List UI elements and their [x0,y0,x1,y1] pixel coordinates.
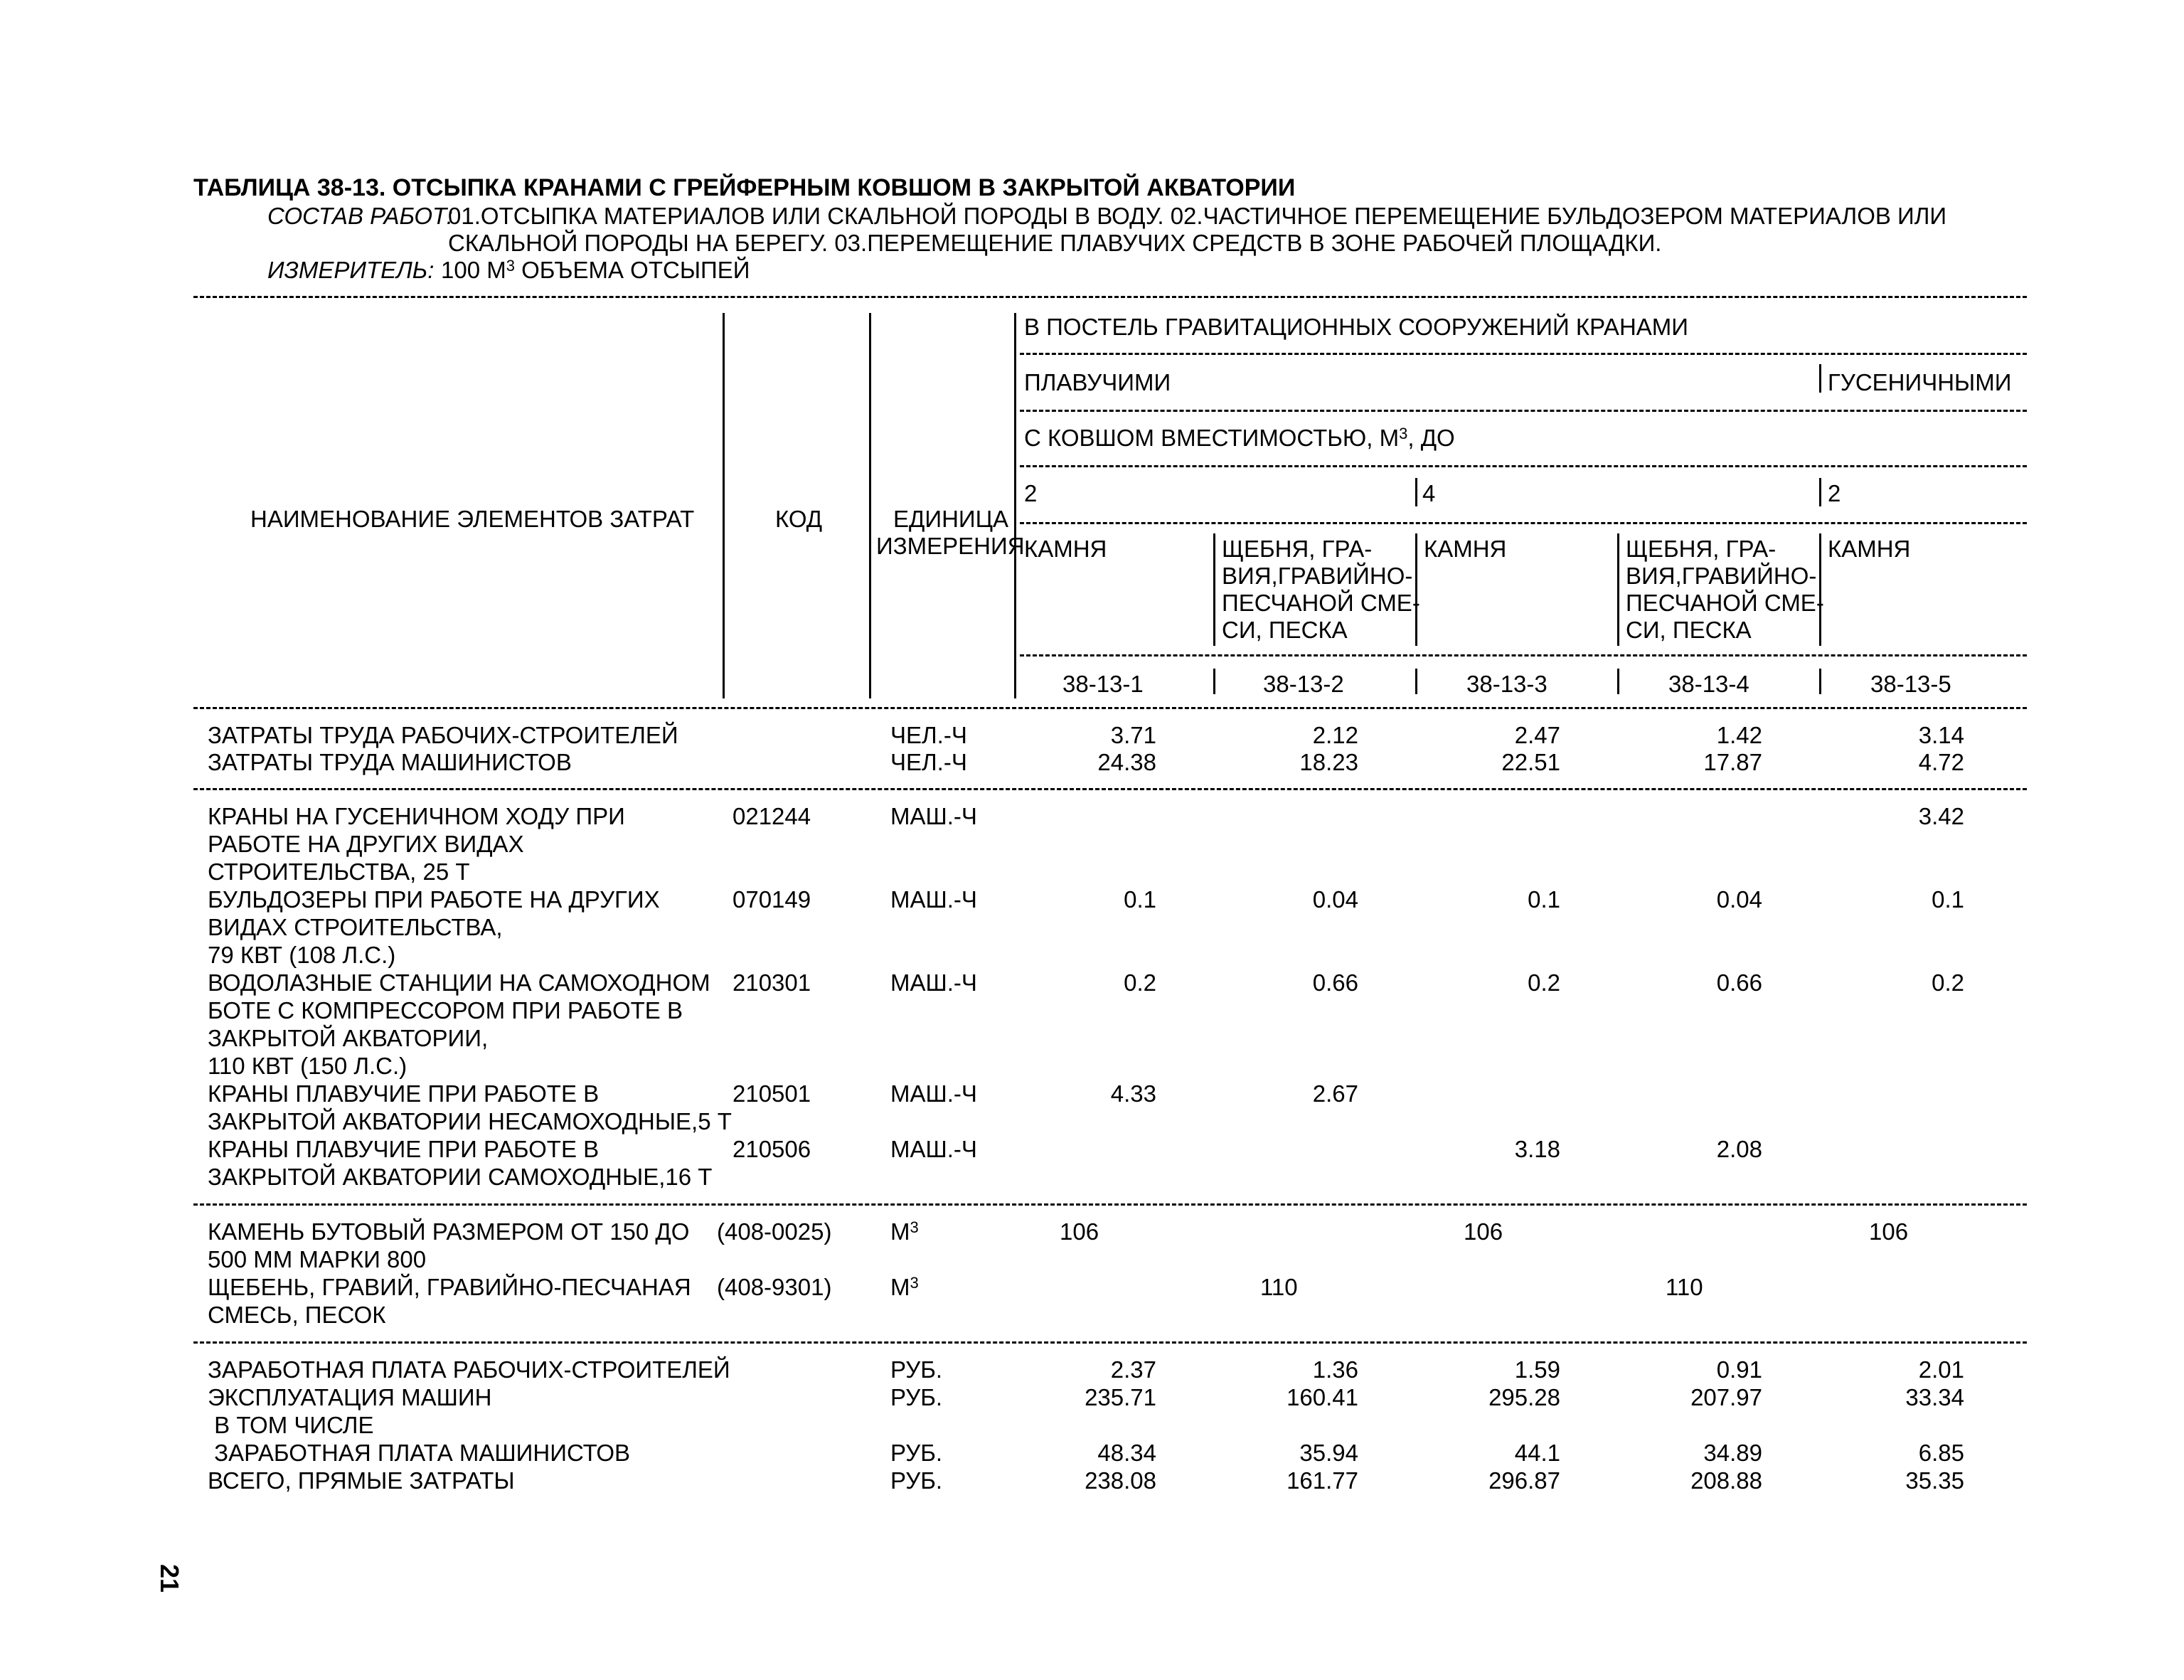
cost-name: ВСЕГО, ПРЯМЫЕ ЗАТРАТЫ [208,1467,515,1494]
value-cell: 2.67 [1312,1080,1358,1107]
value-cell: 4.33 [1110,1080,1156,1107]
header-stone-2: КАМНЯ [1424,536,1507,562]
labor-unit: ЧЕЛ.-Ч [890,749,967,775]
machine-name-line: 110 КВТ (150 Л.С.) [208,1053,407,1079]
header-gravel-b4: СИ, ПЕСКА [1626,617,1752,643]
code-38-13-5: 38-13-5 [1870,671,1951,697]
material-name-line: 500 ММ МАРКИ 800 [208,1246,427,1272]
value-cell: 1.36 [1312,1356,1358,1383]
header-cap-2b: 2 [1828,480,1841,506]
value-cell: 0.04 [1716,886,1762,913]
rule-h4 [1020,522,2027,524]
measure-label: ИЗМЕРИТЕЛЬ: [267,257,435,283]
cost-unit: РУБ. [890,1440,943,1466]
header-gravel-a4: СИ, ПЕСКА [1222,617,1348,643]
value-cell: 295.28 [1488,1384,1560,1410]
machine-unit: МАШ.-Ч [890,1080,977,1107]
vbar-code-3 [1415,669,1417,694]
value-cell: 296.87 [1488,1467,1560,1494]
value-cell: 4.72 [1918,749,1964,775]
table-title: ТАБЛИЦА 38-13. ОТСЫПКА КРАНАМИ С ГРЕЙФЕРНЫМ КОВШОМ В ЗАКРЫТОЙ АКВАТОРИИ [193,174,1296,201]
machine-name-line: БУЛЬДОЗЕРЫ ПРИ РАБОТЕ НА ДРУГИХ [208,886,660,913]
vbar-crawler [1819,364,1821,393]
value-cell: 0.2 [1932,969,1964,996]
machine-unit: МАШ.-Ч [890,969,977,996]
value-cell: 2.01 [1918,1356,1964,1383]
value-cell: 0.1 [1124,886,1156,913]
value-cell: 35.35 [1905,1467,1964,1494]
machine-code: 070149 [733,886,811,913]
value-cell: 0.66 [1312,969,1358,996]
material-unit: $М^3$ [890,1218,919,1245]
rule-top [193,296,2027,298]
measure-value: 100 $М^3$ ОБЪЕМА ОТСЫПЕЙ [441,257,750,283]
machine-name-line: ЗАКРЫТОЙ АКВАТОРИИ САМОХОДНЫЕ,16 Т [208,1164,713,1190]
vbar-code-4 [1617,669,1619,694]
header-cap-4: 4 [1422,480,1436,506]
composition-label: СОСТАВ РАБОТ: [267,203,453,229]
header-name: НАИМЕНОВАНИЕ ЭЛЕМЕНТОВ ЗАТРАТ [250,506,695,532]
labor-name: ЗАТРАТЫ ТРУДА РАБОЧИХ-СТРОИТЕЛЕЙ [208,722,678,748]
rule-h3 [1020,465,2027,467]
value-cell: 110 [1666,1274,1703,1300]
machine-code: 210506 [733,1136,811,1162]
value-cell: 2.12 [1312,722,1358,748]
header-unit-2: ИЗМЕРЕНИЯ [876,533,1025,559]
value-cell: 2.47 [1514,722,1560,748]
value-cell: 1.42 [1716,722,1762,748]
header-bucket: С КОВШОМ ВМЕСТИМОСТЬЮ, $М^3$, ДО [1024,425,1455,451]
material-unit: $М^3$ [890,1274,919,1300]
value-cell: 106 [1060,1218,1099,1245]
composition-line-2: СКАЛЬНОЙ ПОРОДЫ НА БЕРЕГУ. 03.ПЕРЕМЕЩЕНИЕ ПЛАВУЧИХ СРЕДСТВ В ЗОНЕ РАБОЧЕЙ ПЛОЩАДКИ. [448,230,1662,256]
material-name-line: СМЕСЬ, ПЕСОК [208,1302,386,1328]
value-cell: 0.1 [1932,886,1964,913]
cost-unit: РУБ. [890,1384,943,1410]
machine-unit: МАШ.-Ч [890,1136,977,1162]
value-cell: 6.85 [1918,1440,1964,1466]
labor-name: ЗАТРАТЫ ТРУДА МАШИНИСТОВ [208,749,572,775]
value-cell: 2.08 [1716,1136,1762,1162]
vbar-code-5 [1819,669,1821,694]
vbar-code-2 [1213,669,1215,694]
value-cell: 0.91 [1716,1356,1762,1383]
header-gravel-b2: ВИЯ,ГРАВИЙНО- [1626,563,1817,589]
value-cell: 2.37 [1110,1356,1156,1383]
vbar-c2 [1213,533,1215,646]
vbar-cap4 [1415,478,1417,506]
value-cell: 0.66 [1716,969,1762,996]
value-cell: 0.04 [1312,886,1358,913]
material-code: (408-0025) [717,1218,832,1245]
vbar-code [869,313,871,698]
value-cell: 160.41 [1287,1384,1358,1410]
value-cell: 106 [1464,1218,1503,1245]
cost-name: ЭКСПЛУАТАЦИЯ МАШИН [208,1384,492,1410]
header-stone-3: КАМНЯ [1828,536,1911,562]
value-cell: 110 [1260,1274,1298,1300]
page-number: 21 [155,1563,185,1593]
machine-name-line: СТРОИТЕЛЬСТВА, 25 Т [208,858,470,885]
machine-name-line: БОТЕ С КОМПРЕССОРОМ ПРИ РАБОТЕ В [208,997,683,1024]
header-gravel-a2: ВИЯ,ГРАВИЙНО- [1222,563,1413,589]
code-38-13-4: 38-13-4 [1668,671,1749,697]
machine-name-line: ВОДОЛАЗНЫЕ СТАНЦИИ НА САМОХОДНОМ [208,969,710,996]
cost-name: В ТОМ ЧИСЛЕ [208,1412,374,1438]
value-cell: 0.2 [1528,969,1560,996]
material-code: (408-9301) [717,1274,832,1300]
code-38-13-3: 38-13-3 [1466,671,1548,697]
machine-unit: МАШ.-Ч [890,803,977,829]
rule-after-labor [193,788,2027,790]
rule-header-bottom [193,707,2027,709]
header-code: КОД [775,506,823,532]
machine-name-line: РАБОТЕ НА ДРУГИХ ВИДАХ [208,831,524,857]
value-cell: 106 [1869,1218,1909,1245]
value-cell: 35.94 [1299,1440,1358,1466]
header-gravel-a3: ПЕСЧАНОЙ СМЕ- [1222,590,1420,616]
value-cell: 1.59 [1514,1356,1560,1383]
value-cell: 17.87 [1703,749,1762,775]
rule-h1 [1020,353,2027,355]
cost-name: ЗАРАБОТНАЯ ПЛАТА МАШИНИСТОВ [208,1440,631,1466]
header-gravel-a1: ЩЕБНЯ, ГРА- [1222,536,1373,562]
header-group: В ПОСТЕЛЬ ГРАВИТАЦИОННЫХ СООРУЖЕНИЙ КРАНАМИ [1024,314,1688,340]
vbar-name [723,313,725,698]
rule-after-materials [193,1341,2027,1344]
value-cell: 208.88 [1690,1467,1762,1494]
rule-h5 [1020,654,2027,656]
value-cell: 34.89 [1703,1440,1762,1466]
value-cell: 24.38 [1097,749,1156,775]
value-cell: 0.1 [1528,886,1560,913]
code-38-13-1: 38-13-1 [1062,671,1144,697]
header-floating: ПЛАВУЧИМИ [1024,369,1171,395]
machine-name-line: КРАНЫ НА ГУСЕНИЧНОМ ХОДУ ПРИ [208,803,625,829]
header-gravel-b1: ЩЕБНЯ, ГРА- [1626,536,1777,562]
value-cell: 33.34 [1905,1384,1964,1410]
rule-h2 [1020,410,2027,412]
value-cell: 44.1 [1514,1440,1560,1466]
machine-name-line: КРАНЫ ПЛАВУЧИЕ ПРИ РАБОТЕ В [208,1080,600,1107]
vbar-cap2b [1819,478,1821,506]
machine-name-line: ВИДАХ СТРОИТЕЛЬСТВА, [208,914,503,940]
cost-unit: РУБ. [890,1467,943,1494]
value-cell: 3.42 [1918,803,1964,829]
machine-unit: МАШ.-Ч [890,886,977,913]
cost-name: ЗАРАБОТНАЯ ПЛАТА РАБОЧИХ-СТРОИТЕЛЕЙ [208,1356,730,1383]
value-cell: 238.08 [1085,1467,1156,1494]
header-stone-1: КАМНЯ [1024,536,1107,562]
value-cell: 207.97 [1690,1384,1762,1410]
machine-code: 210301 [733,969,811,996]
code-38-13-2: 38-13-2 [1263,671,1344,697]
header-crawler: ГУСЕНИЧНЫМИ [1828,369,2012,395]
machine-name-line: ЗАКРЫТОЙ АКВАТОРИИ НЕСАМОХОДНЫЕ,5 Т [208,1108,732,1134]
material-name-line: ЩЕБЕНЬ, ГРАВИЙ, ГРАВИЙНО-ПЕСЧАНАЯ [208,1274,691,1300]
value-cell: 18.23 [1299,749,1358,775]
rule-after-machines [193,1203,2027,1206]
material-name-line: КАМЕНЬ БУТОВЫЙ РАЗМЕРОМ ОТ 150 ДО [208,1218,690,1245]
cost-unit: РУБ. [890,1356,943,1383]
machine-name-line: 79 КВТ (108 Л.С.) [208,942,396,968]
vbar-c4 [1617,533,1619,646]
header-cap-2a: 2 [1024,480,1038,506]
value-cell: 3.71 [1110,722,1156,748]
value-cell: 3.18 [1514,1136,1560,1162]
header-unit-1: ЕДИНИЦА [893,506,1009,532]
value-cell: 0.2 [1124,969,1156,996]
machine-name-line: ЗАКРЫТОЙ АКВАТОРИИ, [208,1025,489,1051]
value-cell: 3.14 [1918,722,1964,748]
value-cell: 161.77 [1287,1467,1358,1494]
value-cell: 22.51 [1501,749,1560,775]
labor-unit: ЧЕЛ.-Ч [890,722,967,748]
vbar-unit [1014,313,1016,698]
machine-name-line: КРАНЫ ПЛАВУЧИЕ ПРИ РАБОТЕ В [208,1136,600,1162]
header-gravel-b3: ПЕСЧАНОЙ СМЕ- [1626,590,1824,616]
value-cell: 48.34 [1097,1440,1156,1466]
composition-line-1: 01.ОТСЫПКА МАТЕРИАЛОВ ИЛИ СКАЛЬНОЙ ПОРОДЫ В ВОДУ. 02.ЧАСТИЧНОЕ ПЕРЕМЕЩЕНИЕ БУЛЬДОЗЕРОМ МАТЕРИАЛОВ ИЛИ [448,203,1947,229]
machine-code: 210501 [733,1080,811,1107]
machine-code: 021244 [733,803,811,829]
value-cell: 235.71 [1085,1384,1156,1410]
